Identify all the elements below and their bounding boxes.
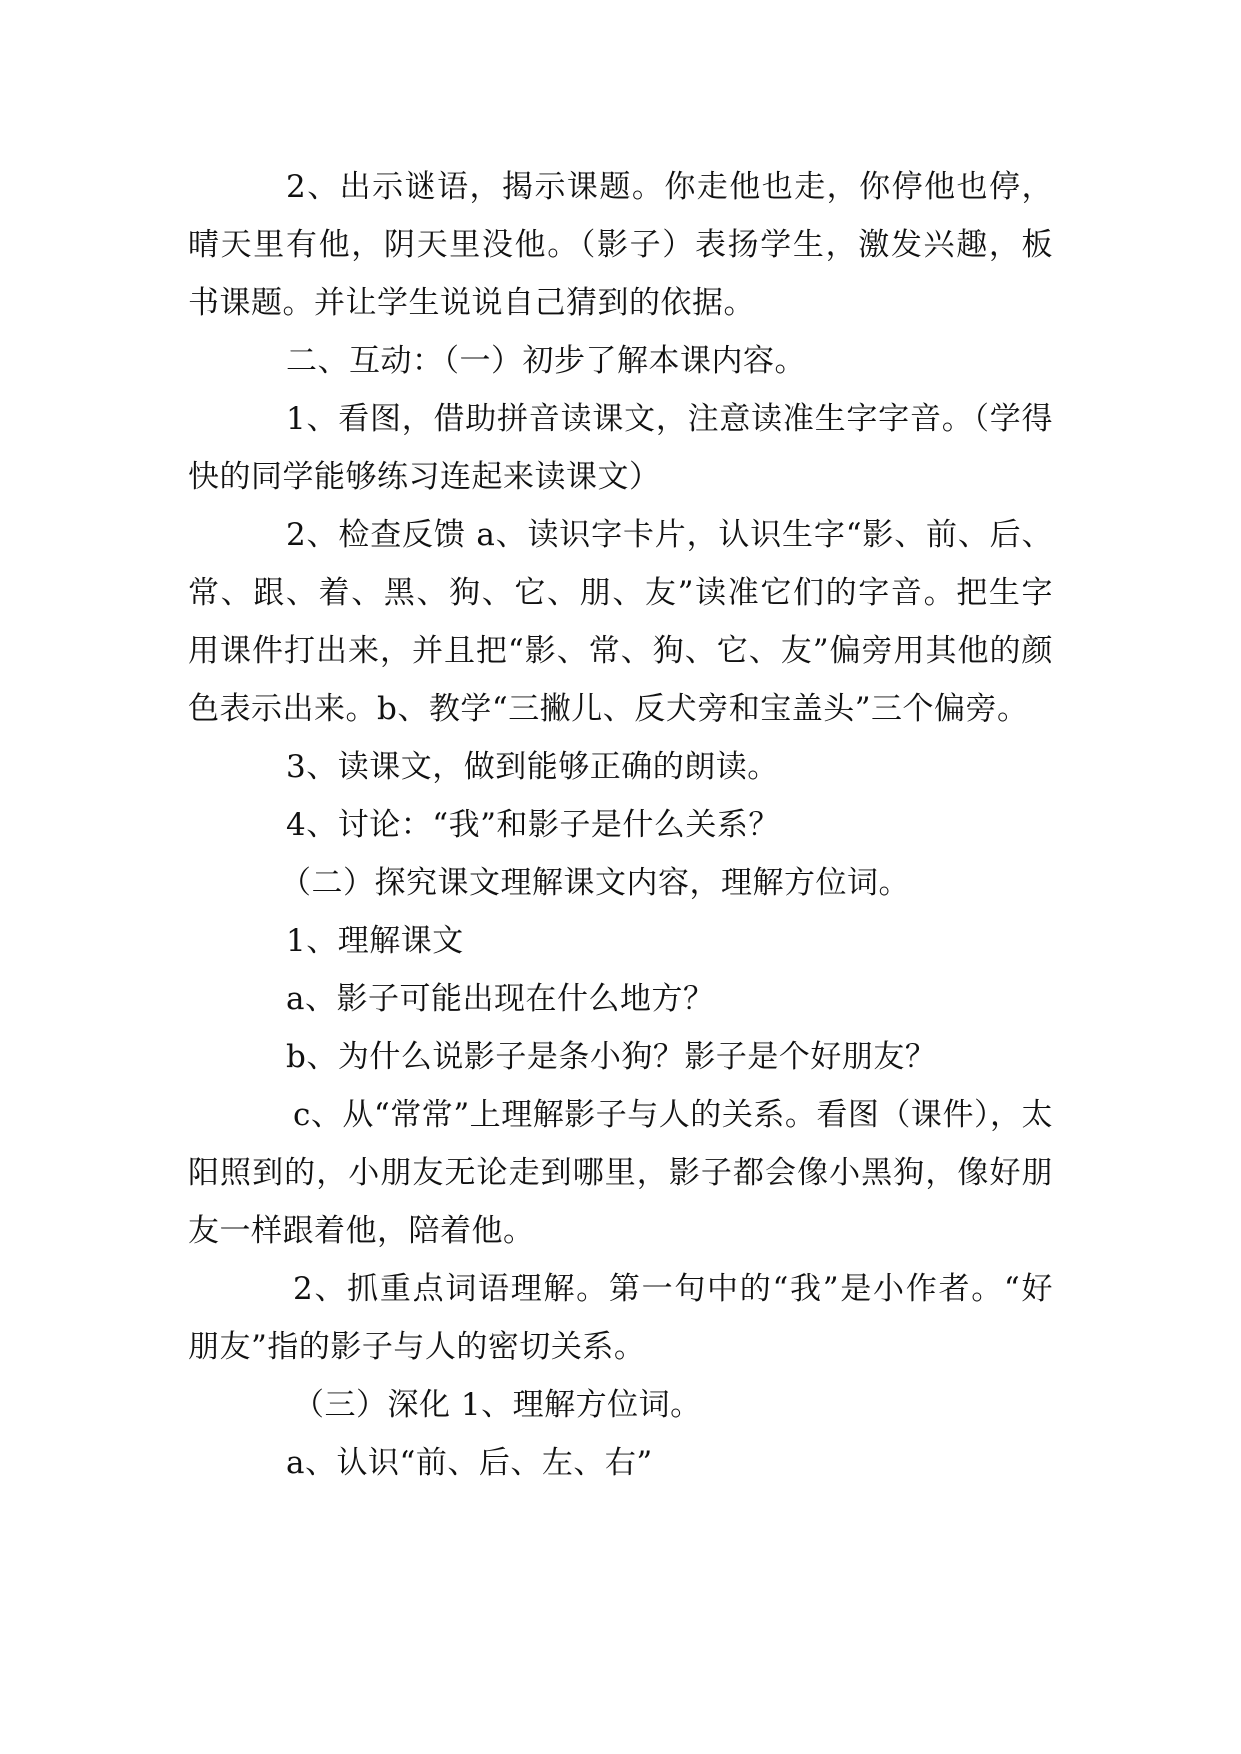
paragraph-check-feedback: 2、检查反馈 a、读识字卡片，认识生字“影、前、后、常、跟、着、黑、狗、它、朋、友”读准它们的字音。把生字用课件打出来，并且把“影、常、狗、它、友”偏旁用其他的颜色表示出来。b、教学“三撇儿、反犬旁和宝盖头”三个偏旁。 xyxy=(188,517,1053,727)
paragraph-riddle: 2、出示谜语，揭示课题。你走他也走，你停他也停，晴天里有他，阴天里没他。（影子）表扬学生，激发兴趣，板书课题。并让学生说说自己猜到的依据。 xyxy=(188,169,1053,321)
paragraph-question-b: b、为什么说影子是条小狗？影子是个好朋友？ xyxy=(286,1039,937,1075)
paragraph-key-words: 2、抓重点词语理解。第一句中的“我”是小作者。“好朋友”指的影子与人的密切关系。 xyxy=(188,1271,1053,1365)
paragraph-discussion: 4、讨论：“我”和影子是什么关系？ xyxy=(286,807,780,843)
paragraph-explore-heading: （二）探究课文理解课文内容，理解方位词。 xyxy=(280,865,910,901)
paragraph-read-aloud: 3、读课文，做到能够正确的朗读。 xyxy=(286,749,779,785)
paragraph-interaction-heading: 二、互动：（一）初步了解本课内容。 xyxy=(286,343,806,379)
paragraph-deepen-heading: （三）深化 1、理解方位词。 xyxy=(293,1387,702,1423)
paragraph-directions: a、认识“前、后、左、右” xyxy=(286,1445,653,1481)
paragraph-question-a: a、影子可能出现在什么地方？ xyxy=(286,981,715,1017)
document-body xyxy=(188,158,1053,1492)
paragraph-read-text: 1、看图，借助拼音读课文，注意读准生字字音。（学得快的同学能够练习连起来读课文） xyxy=(188,401,1053,495)
paragraph-understand-text: 1、理解课文 xyxy=(286,923,464,959)
paragraph-question-c: c、从“常常”上理解影子与人的关系。看图（课件），太阳照到的，小朋友无论走到哪里，影子都会像小黑狗，像好朋友一样跟着他，陪着他。 xyxy=(188,1097,1053,1249)
